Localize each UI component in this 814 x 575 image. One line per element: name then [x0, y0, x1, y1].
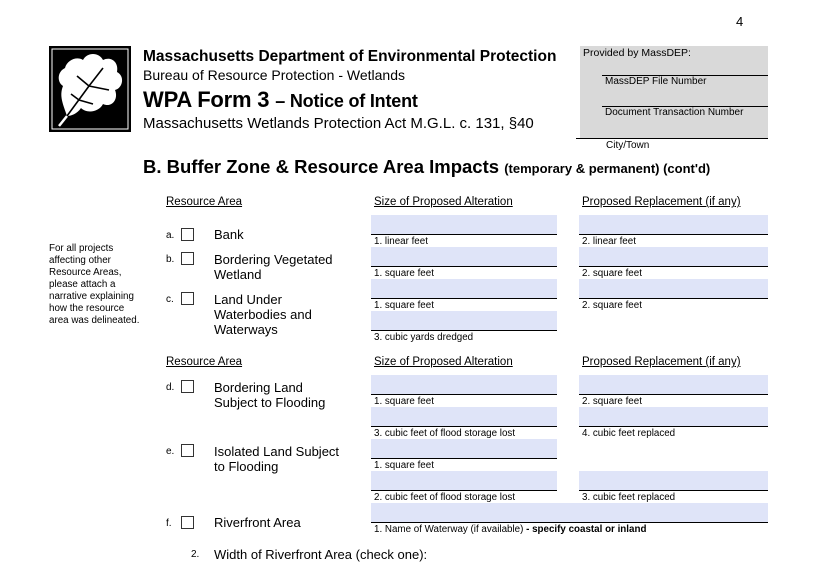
bank-label: Bank: [214, 227, 244, 242]
blsf-replacement-field[interactable]: [579, 375, 768, 395]
section-title: [143, 156, 710, 178]
ilsf-cubic-replaced-label: 3. cubic feet replaced: [582, 492, 676, 503]
riverfront-width-number: 2.: [191, 549, 200, 560]
replacement-header: Proposed Replacement (if any): [582, 196, 741, 208]
bvw-replacement-label: 2. square feet: [582, 268, 642, 279]
oak-leaf-icon: [49, 46, 131, 132]
size-alteration-header-2: Size of Proposed Alteration: [374, 356, 513, 368]
luw-replacement-field[interactable]: [579, 279, 768, 299]
ilsf-square-feet-label: 1. square feet: [374, 460, 434, 471]
blsf-flood-storage-field[interactable]: [371, 407, 557, 427]
bvw-replacement-field[interactable]: [579, 247, 768, 267]
item-e-letter: e.: [166, 446, 175, 457]
bvw-square-feet-label: 1. square feet: [374, 268, 434, 279]
replacement-header-2: Proposed Replacement (if any): [582, 356, 741, 368]
luw-square-feet-field[interactable]: [371, 279, 557, 299]
provided-by-label: Provided by MassDEP:: [583, 47, 691, 59]
item-a-letter: a.: [166, 230, 175, 241]
riverfront-label: Riverfront Area: [214, 515, 301, 530]
luw-checkbox[interactable]: [181, 292, 194, 305]
bank-linear-feet-label: 1. linear feet: [374, 236, 428, 247]
city-town-line: [576, 138, 768, 139]
item-d-letter: d.: [166, 382, 175, 393]
bank-replacement-label: 2. linear feet: [582, 236, 636, 247]
resource-area-header: Resource Area: [166, 196, 243, 208]
riverfront-width-label: Width of Riverfront Area (check one):: [214, 547, 428, 562]
blsf-flood-storage-label: 3. cubic feet of flood storage lost: [374, 428, 516, 439]
section-title-paren: (temporary & permanent) (cont'd): [504, 161, 711, 176]
luw-replacement-label: 2. square feet: [582, 300, 642, 311]
waterway-name-field[interactable]: [371, 503, 768, 523]
city-town-label: City/Town: [606, 140, 650, 151]
transaction-number-label: Document Transaction Number: [605, 107, 744, 118]
blsf-cubic-replaced-label: 4. cubic feet replaced: [582, 428, 676, 439]
ilsf-cubic-replaced-field[interactable]: [579, 471, 768, 491]
blsf-replacement-label: 2. square feet: [582, 396, 642, 407]
item-f-letter: f.: [166, 518, 172, 529]
resource-area-header-2: Resource Area: [166, 356, 243, 368]
item-c-letter: c.: [166, 294, 174, 305]
item-b-letter: b.: [166, 254, 175, 265]
blsf-cubic-replaced-field[interactable]: [579, 407, 768, 427]
ilsf-flood-storage-label: 2. cubic feet of flood storage lost: [374, 492, 516, 503]
act-citation: Massachusetts Wetlands Protection Act M.G.L. c. 131, §40: [143, 115, 534, 132]
size-alteration-header: Size of Proposed Alteration: [374, 196, 513, 208]
ilsf-flood-storage-field[interactable]: [371, 471, 557, 491]
form-title: [143, 87, 418, 113]
blsf-checkbox[interactable]: [181, 380, 194, 393]
form-subtitle: – Notice of Intent: [275, 91, 418, 111]
luw-cubic-yards-field[interactable]: [371, 311, 557, 331]
bvw-checkbox[interactable]: [181, 252, 194, 265]
riverfront-checkbox[interactable]: [181, 516, 194, 529]
blsf-square-feet-label: 1. square feet: [374, 396, 434, 407]
side-note: For all projects affecting other Resource Areas, please attach a narrative explaining how the resource area was delineated.: [49, 243, 140, 326]
page-number: 4: [736, 14, 744, 29]
bank-replacement-field[interactable]: [579, 215, 768, 235]
blsf-square-feet-field[interactable]: [371, 375, 557, 395]
ilsf-square-feet-field[interactable]: [371, 439, 557, 459]
section-title-main: B. Buffer Zone & Resource Area Impacts: [143, 156, 500, 177]
luw-square-feet-label: 1. square feet: [374, 300, 434, 311]
massdep-box: [580, 46, 768, 138]
bank-checkbox[interactable]: [181, 228, 194, 241]
luw-cubic-yards-label: 3. cubic yards dredged: [374, 332, 474, 343]
bank-linear-feet-field[interactable]: [371, 215, 557, 235]
waterway-name-label: [374, 524, 646, 535]
agency-name: Massachusetts Department of Environmental Protection: [143, 48, 557, 65]
ilsf-checkbox[interactable]: [181, 444, 194, 457]
file-number-label: MassDEP File Number: [605, 76, 707, 87]
bureau-name: Bureau of Resource Protection - Wetlands: [143, 67, 405, 83]
luw-label: Land Under Waterbodies and Waterways: [214, 292, 312, 337]
ilsf-label: Isolated Land Subject to Flooding: [214, 444, 340, 474]
bvw-label: Bordering Vegetated Wetland: [214, 252, 333, 282]
waterway-name-text: 1. Name of Waterway (if available): [374, 524, 524, 535]
waterway-note: - specify coastal or inland: [526, 524, 647, 535]
bvw-square-feet-field[interactable]: [371, 247, 557, 267]
form-title-main: WPA Form 3: [143, 87, 270, 112]
blsf-label: Bordering Land Subject to Flooding: [214, 380, 326, 410]
